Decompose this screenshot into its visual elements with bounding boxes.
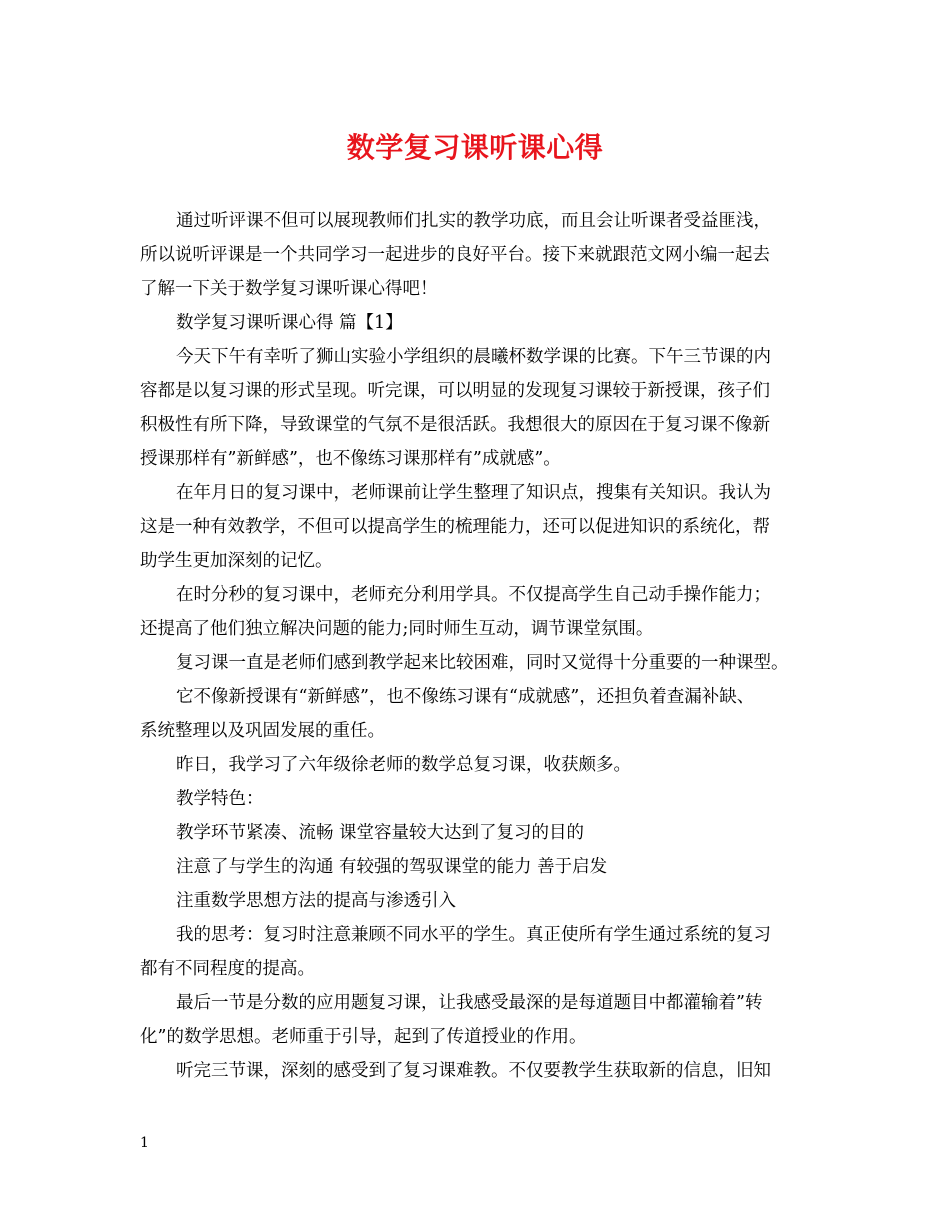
text-line: 我的思考：复习时注意兼顾不同水平的学生。真正使所有学生通过系统的复习: [176, 925, 771, 945]
text-line: 听完三节课，深刻的感受到了复习课难教。不仅要教学生获取新的信息，旧知: [176, 1061, 771, 1081]
text-line: 了解一下关于数学复习课听课心得吧！: [140, 279, 438, 299]
text-line: 还提高了他们独立解决问题的能力;同时师生互动，调节课堂氛围。: [140, 619, 654, 639]
text-line: 授课那样有”新鲜感”，也不像练习课那样有”成就感”。: [140, 449, 561, 469]
text-line: 注重数学思想方法的提高与渗透引入: [176, 891, 456, 911]
text-line: 所以说听评课是一个共同学习一起进步的良好平台。接下来就跟范文网小编一起去: [140, 245, 770, 265]
text-line: 在时分秒的复习课中，老师充分利用学具。不仅提高学生自己动手操作能力；: [176, 585, 771, 605]
page-number: 1: [140, 1135, 149, 1151]
text-line: 教学特色：: [176, 789, 264, 809]
text-line: 注意了与学生的沟通 有较强的驾驭课堂的能力 善于启发: [176, 857, 608, 877]
text-line: 它不像新授课有“新鲜感”，也不像练习课有“成就感”，还担负着查漏补缺、: [176, 687, 755, 707]
text-line: 在年月日的复习课中，老师课前让学生整理了知识点，搜集有关知识。我认为: [176, 483, 771, 503]
text-line: 系统整理以及巩固发展的重任。: [140, 721, 385, 741]
document-title: 数学复习课听课心得: [346, 131, 604, 164]
text-line: 化”的数学思想。老师重于引导，起到了传道授业的作用。: [140, 1027, 587, 1047]
text-line: 复习课一直是老师们感到教学起来比较困难，同时又觉得十分重要的一种课型。: [176, 653, 789, 673]
text-line: 通过听评课不但可以展现教师们扎实的教学功底，而且会让听课者受益匪浅，: [176, 211, 771, 231]
text-line: 容都是以复习课的形式呈现。听完课，可以明显的发现复习课较于新授课，孩子们: [140, 381, 770, 401]
text-line: 这是一种有效教学，不但可以提高学生的梳理能力，还可以促进知识的系统化，帮: [140, 517, 770, 537]
document-body: [140, 204, 820, 1088]
text-line: 教学环节紧凑、流畅 课堂容量较大达到了复习的目的: [176, 823, 585, 843]
text-line: 积极性有所下降，导致课堂的气氛不是很活跃。我想很大的原因在于复习课不像新: [140, 415, 770, 435]
text-line: 助学生更加深刻的记忆。: [140, 551, 333, 571]
text-line: 昨日，我学习了六年级徐老师的数学总复习课，收获颇多。: [176, 755, 631, 775]
text-line: 都有不同程度的提高。: [140, 959, 315, 979]
text-line: 最后一节是分数的应用题复习课，让我感受最深的是每道题目中都灌输着”转: [176, 993, 763, 1013]
text-line: 今天下午有幸听了狮山实验小学组织的晨曦杯数学课的比赛。下午三节课的内: [176, 347, 771, 367]
text-line: 数学复习课听课心得 篇【1】: [176, 313, 403, 333]
